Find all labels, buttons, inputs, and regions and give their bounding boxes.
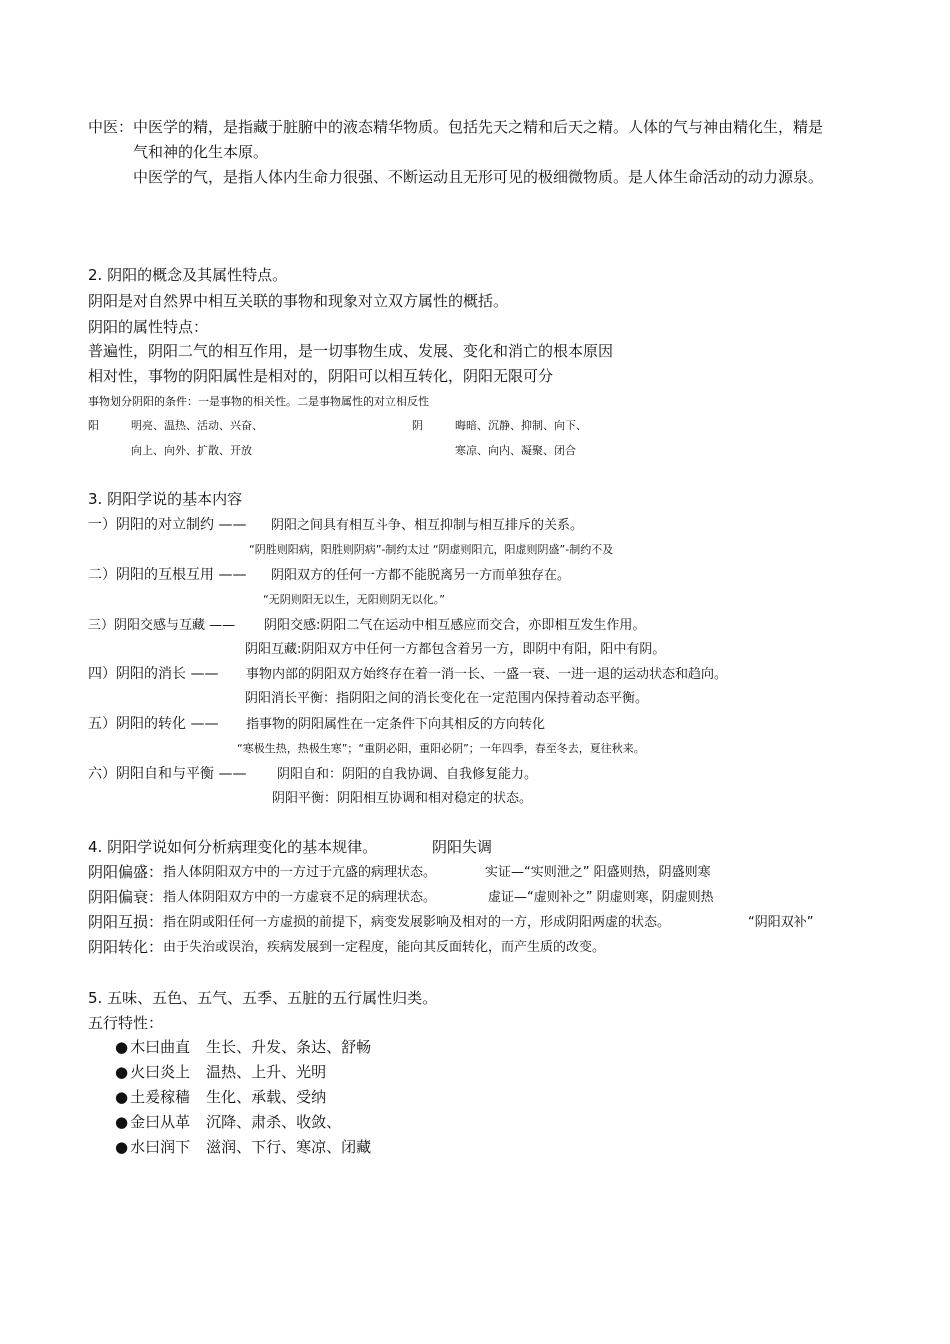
s1-line3: 中医学的气，是指人体内生命力很强、不断运动且无形可见的极细微物质。是人体生命活动的动力源泉。 <box>133 168 824 186</box>
s2-heading: 2. 阴阳的概念及其属性特点。 <box>88 266 288 284</box>
s5-heading: 5. 五味、五色、五气、五季、五脏的五行属性归类。 <box>88 989 438 1007</box>
item5-text: 指事物的阴阳属性在一定条件下向其相反的方向转化 <box>246 717 546 732</box>
r2-note: 虚证—“虚则补之” 阴虚则寒，阴虚则热 <box>488 890 714 905</box>
item4-text: 事物内部的阴阳双方始终存在着一消一长、一盛一衰、一进一退的运动状态和趋向。 <box>246 667 728 682</box>
s1-line2: 气和神的化生本原。 <box>133 143 269 161</box>
list-item <box>115 1140 371 1155</box>
item6-sub: 阴阳平衡：阴阳相互协调和相对稳定的状态。 <box>272 791 533 806</box>
list-item <box>115 1065 326 1080</box>
s1-line1: 中医：中医学的精，是指藏于脏腑中的液态精华物质。包括先天之精和后天之精。人体的气与神由精化生，精是 <box>88 118 824 136</box>
item4-sub: 阴阳消长平衡：指阴阳之间的消长变化在一定范围内保持着动态平衡。 <box>245 691 649 706</box>
item2-text: 阴阳双方的任何一方都不能脱离另一方而单独存在。 <box>271 568 571 583</box>
r2-text: 指人体阴阳双方中的一方虚衰不足的病理状态。 <box>163 890 437 905</box>
yin-attrs-2: 寒凉、向内、凝聚、闭合 <box>455 444 576 457</box>
item3-title: 三）阴阳交感与互藏 —— <box>88 618 236 633</box>
yang-attrs-1: 明亮、温热、活动、兴奋、 <box>131 419 263 432</box>
item3-sub: 阴阳互藏:阴阳双方中任何一方都包含着另一方，即阴中有阳，阳中有阴。 <box>245 642 666 657</box>
item2-title: 二）阴阳的互根互用 —— <box>88 567 247 583</box>
yang-attrs-2: 向上、向外、扩散、开放 <box>131 444 252 457</box>
r1-text: 指人体阴阳双方中的一方过于亢盛的病理状态。 <box>163 865 437 880</box>
item-desc: 生长、升发、条达、舒畅 <box>206 1038 372 1056</box>
s5-sub: 五行特性： <box>88 1014 164 1032</box>
item-name: 金曰从革 <box>130 1113 191 1131</box>
s3-heading: 3. 阴阳学说的基本内容 <box>88 490 243 508</box>
s2-p3: 普遍性，阴阳二气的相互作用，是一切事物生成、发展、变化和消亡的根本原因 <box>88 342 614 360</box>
bullet-icon: ● <box>115 1063 129 1081</box>
item-name: 木曰曲直 <box>130 1038 191 1056</box>
bullet-icon: ● <box>115 1113 129 1131</box>
r2-label: 阴阳偏衰： <box>88 888 164 906</box>
s2-p5: 事物划分阴阳的条件：一是事物的相关性。二是事物属性的对立相反性 <box>88 395 429 408</box>
bullet-icon: ● <box>115 1138 129 1156</box>
item-desc: 滋润、下行、寒凉、闭藏 <box>206 1138 372 1156</box>
item-name: 土爰稼穑 <box>130 1088 191 1106</box>
r3-text: 指在阴或阳任何一方虚损的前提下，病变发展影响及相对的一方，形成阴阳两虚的状态。 <box>163 915 671 930</box>
item-desc: 温热、上升、光明 <box>206 1063 327 1081</box>
s2-p2: 阴阳的属性特点： <box>88 318 209 336</box>
bullet-icon: ● <box>115 1038 129 1056</box>
yin-label: 阴 <box>412 419 423 432</box>
r1-note: 实证—“实则泄之” 阳盛则热，阴盛则寒 <box>485 865 711 880</box>
r4-text: 由于失治或误治，疾病发展到一定程度，能向其反面转化，而产生质的改变。 <box>163 940 606 955</box>
s4-heading-tag: 阴阳失调 <box>432 838 493 856</box>
list-item <box>115 1090 326 1105</box>
list-item <box>115 1040 371 1055</box>
item2-sub: “无阴则阳无以生，无阳则阴无以化。” <box>263 593 445 606</box>
r4-label: 阴阳转化： <box>88 938 164 956</box>
item6-text: 阴阳自和：阴阳的自我协调、自我修复能力。 <box>277 767 538 782</box>
item4-title: 四）阴阳的消长 —— <box>88 666 219 682</box>
item-name: 水曰润下 <box>130 1138 191 1156</box>
r1-label: 阴阳偏盛： <box>88 863 164 881</box>
yin-attrs-1: 晦暗、沉静、抑制、向下、 <box>455 419 587 432</box>
yang-label: 阳 <box>88 419 99 432</box>
item5-title: 五）阴阳的转化 —— <box>88 716 219 732</box>
item-desc: 沉降、肃杀、收敛、 <box>206 1113 342 1131</box>
item1-title: 一）阴阳的对立制约 —— <box>88 517 247 533</box>
item1-text: 阴阳之间具有相互斗争、相互抑制与相互排斥的关系。 <box>271 518 584 533</box>
s4-heading: 4. 阴阳学说如何分析病理变化的基本规律。 <box>88 838 378 856</box>
item1-sub: “阴胜则阳病，阳胜则阴病”-制约太过 “阴虚则阳亢，阳虚则阴盛”-制约不及 <box>249 543 614 556</box>
item3-text: 阴阳交感:阴阳二气在运动中相互感应而交合，亦即相互发生作用。 <box>264 618 646 633</box>
r3-label: 阴阳互损： <box>88 913 164 931</box>
bullet-icon: ● <box>115 1088 129 1106</box>
item-desc: 生化、承载、受纳 <box>206 1088 327 1106</box>
list-item <box>115 1115 341 1130</box>
item6-title: 六）阴阳自和与平衡 —— <box>88 766 247 782</box>
item5-sub: “寒极生热，热极生寒”；“重阴必阳，重阳必阴”；一年四季，春至冬去，夏往秋来。 <box>237 742 645 755</box>
item-name: 火曰炎上 <box>130 1063 191 1081</box>
s2-p1: 阴阳是对自然界中相互关联的事物和现象对立双方属性的概括。 <box>88 292 509 310</box>
s2-p4: 相对性，事物的阴阳属性是相对的，阴阳可以相互转化，阴阳无限可分 <box>88 367 554 385</box>
r3-note: “阴阳双补” <box>748 915 814 930</box>
